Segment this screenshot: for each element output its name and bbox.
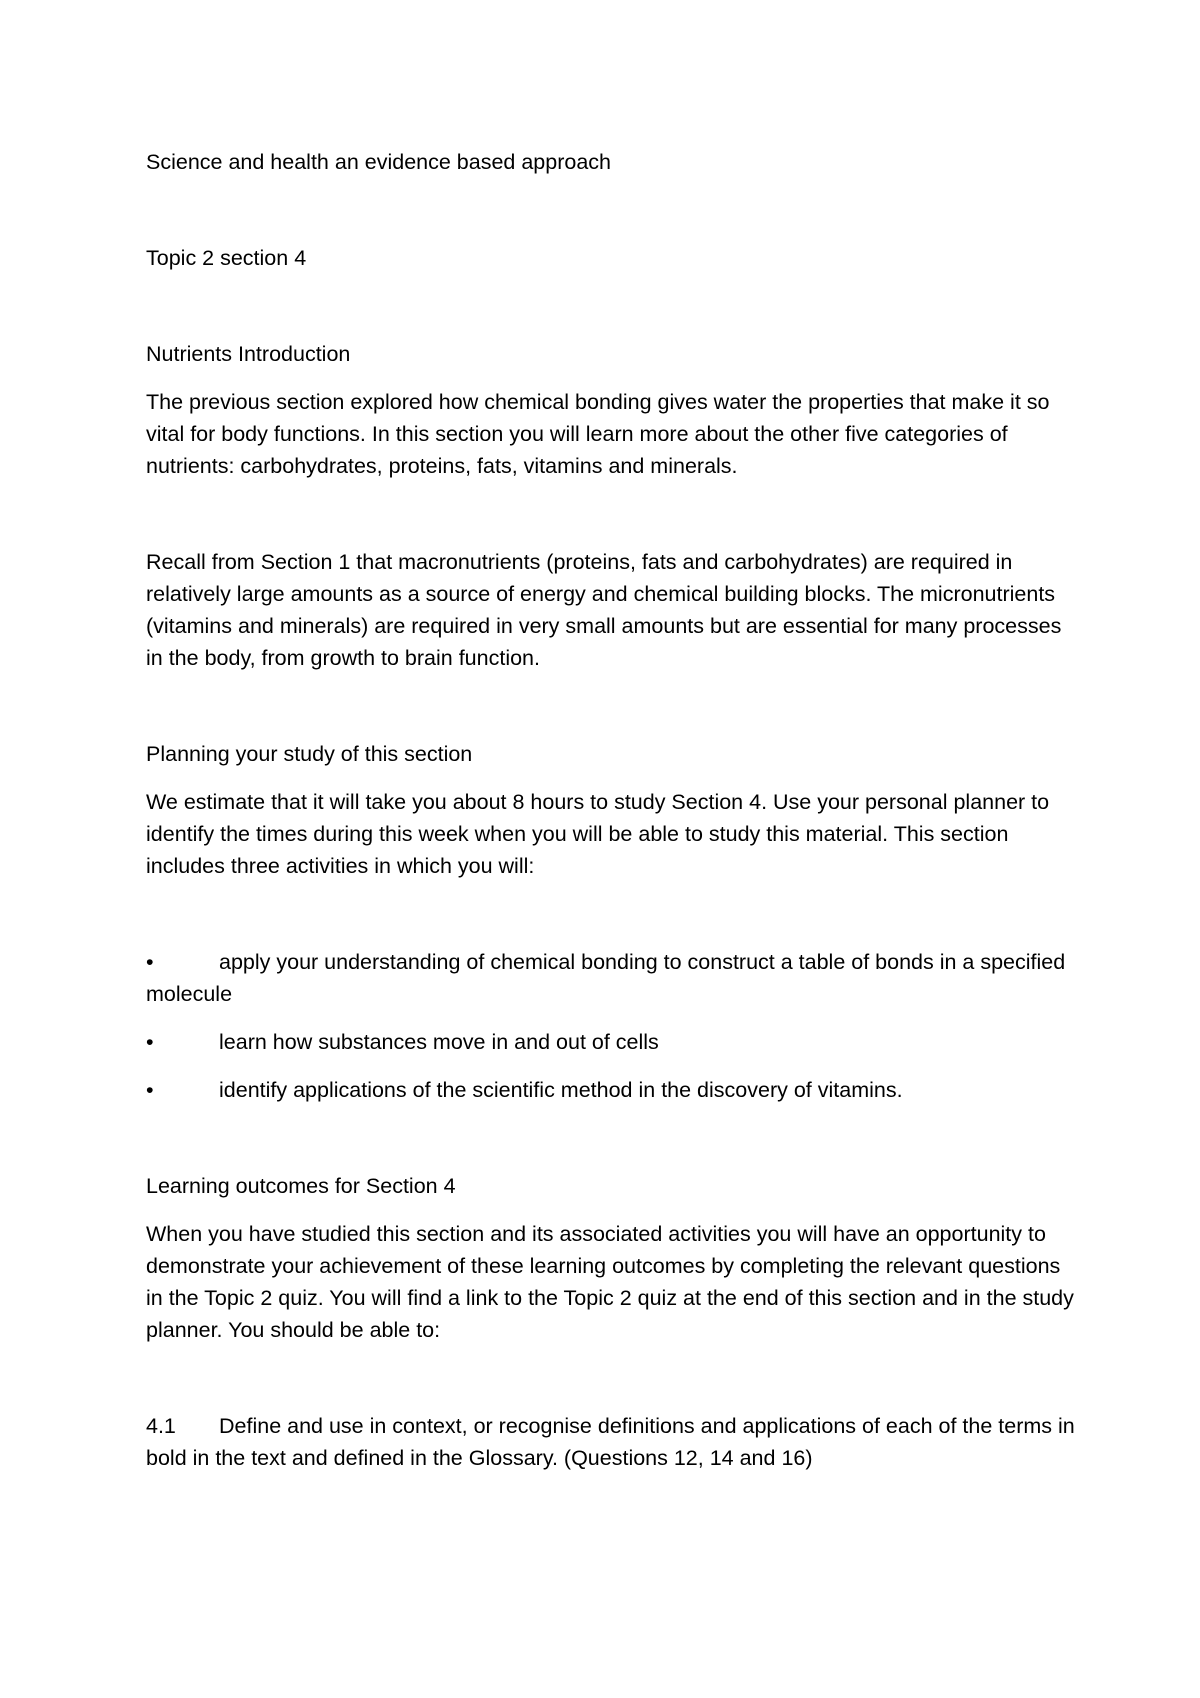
planning-heading: Planning your study of this section — [146, 742, 473, 766]
activity-text: apply your understanding of chemical bonding to construct a table of bonds in a specified molecule — [146, 950, 1066, 1006]
planning-paragraph: We estimate that it will take you about 8 hours to study Section 4. Use your personal planner to identify the times during this week when you will be able to study this material. This section includes three activities in which you will: — [146, 790, 1050, 878]
activity-text: identify applications of the scientific method in the discovery of vitamins. — [219, 1078, 903, 1102]
activity-list-item — [146, 1074, 1076, 1106]
learning-outcome-item — [146, 1410, 1076, 1474]
intro-heading: Nutrients Introduction — [146, 342, 351, 366]
bullet-icon: • — [146, 1078, 154, 1102]
outcome-number: 4.1 — [146, 1414, 176, 1438]
bullet-icon: • — [146, 950, 154, 974]
document-title: Science and health an evidence based approach — [146, 150, 611, 174]
outcomes-paragraph: When you have studied this section and its associated activities you will have an opportunity to demonstrate your achievement of these learning outcomes by completing the relevant questions in the Topic 2 quiz. You will find a link to the Topic 2 quiz at the end of this section and in the study planner. You should be able to: — [146, 1222, 1074, 1342]
activity-list-item — [146, 946, 1076, 1010]
outcome-text: Define and use in context, or recognise definitions and applications of each of the terms in bold in the text and defined in the Glossary. (Questions 12, 14 and 16) — [146, 1414, 1075, 1470]
outcomes-heading: Learning outcomes for Section 4 — [146, 1174, 456, 1198]
bullet-icon: • — [146, 1030, 154, 1054]
activity-text: learn how substances move in and out of cells — [219, 1030, 659, 1054]
intro-paragraph-1: The previous section explored how chemical bonding gives water the properties that make it so vital for body functions. In this section you will learn more about the other five categories of nutrients: carbohydrates, proteins, fats, vitamins and minerals. — [146, 390, 1050, 478]
activity-list-item — [146, 1026, 1076, 1058]
topic-label: Topic 2 section 4 — [146, 246, 307, 270]
intro-paragraph-2: Recall from Section 1 that macronutrients (proteins, fats and carbohydrates) are required in relatively large amounts as a source of energy and chemical building blocks. The micronutrients (vitamins and minerals) are required in very small amounts but are essential for many processes in the body, from growth to brain function. — [146, 550, 1062, 670]
